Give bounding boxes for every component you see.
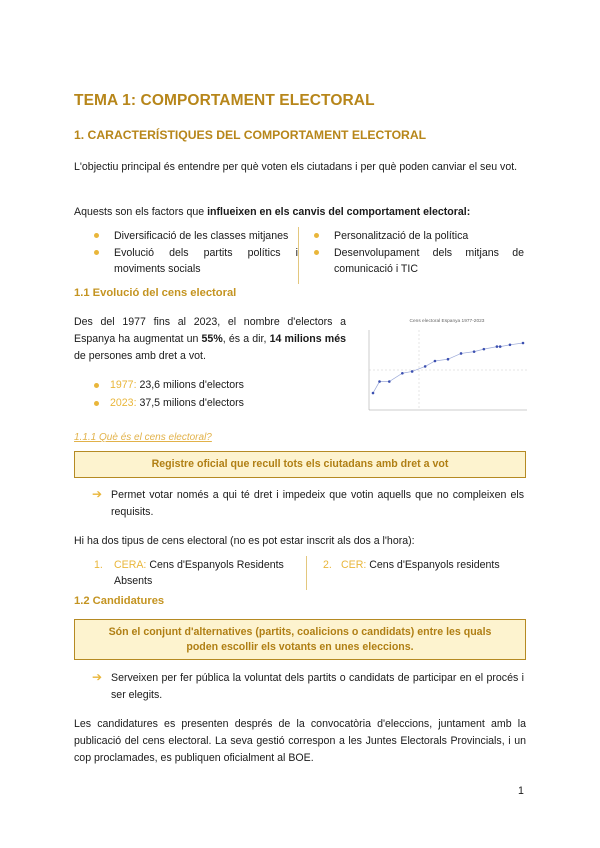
bullet-icon [94,233,99,238]
column-divider [306,556,307,590]
definition-text: Registre oficial que recull tots els ciutadans amb dret a vot [151,458,449,470]
type-abbr: CER: [341,559,367,571]
data-point [447,358,450,361]
section-1-heading: 1. CARACTERÍSTIQUES DEL COMPORTAMENT ELECTORAL [74,128,427,142]
census-text: de persones amb dret a vot. [74,350,206,362]
data-point [509,344,512,347]
data-point [483,348,486,351]
data-point [401,372,404,375]
bullet-icon [94,401,99,406]
bullet-icon [314,250,319,255]
data-point [378,380,381,383]
census-list [94,377,314,413]
page-title: TEMA 1: COMPORTAMENT ELECTORAL [74,92,375,109]
census-percent: 55% [201,333,223,345]
arrow-right-icon: ➔ [92,487,103,501]
factors-list-left [94,228,299,280]
data-point [434,360,437,363]
list-item [110,377,244,393]
year-label: 2023: [110,397,137,409]
definition-box [74,451,526,478]
types-lead: Hi ha dos tipus de cens electoral (no es pot estar inscrit als dos a l'hora): [74,535,415,547]
bullet-icon [94,383,99,388]
list-item: Evolució dels partits polítics i moviments socials [114,247,298,275]
list-item: Personalització de la política [334,230,469,242]
section-1-1-heading: 1.1 Evolució del cens electoral [74,287,237,299]
census-text: , és a dir, [222,333,270,345]
data-point [388,380,391,383]
type-text: Cens d'Espanyols Residents Absents [114,559,284,587]
type-text: Cens d'Espanyols residents [366,559,500,571]
data-point [424,365,427,368]
year-label: 1977: [110,379,137,391]
data-point [496,345,499,348]
census-text: Des del 1977 fins al 2023, el nombre d'electors a Espanya ha augmentat un [74,316,346,345]
factors-lead [74,204,534,221]
type-item-2 [323,557,528,573]
factors-lead-bold: influeixen en els canvis del comportament electoral: [207,206,471,218]
data-point [499,345,502,348]
value-text: 37,5 milions d'electors [136,397,244,409]
subsection-link[interactable]: 1.1.1 Què és el cens electoral? [74,432,212,443]
intro-paragraph: L'objectiu principal és entendre per què voten els ciutadans i per què poden canviar el seu vot. [74,161,518,173]
census-chart [355,312,533,418]
list-item: Diversificació de les classes mitjanes [114,230,289,242]
value-text: 23,6 milions d'electors [136,379,244,391]
list-number: 1. [94,559,103,571]
bullet-icon [94,250,99,255]
list-item [110,395,244,411]
list-item: Desenvolupament dels mitjans de comunicació i TIC [334,247,524,275]
arrow-right-icon: ➔ [92,670,103,684]
column-divider [298,227,299,284]
census-note: Permet votar només a qui té dret i impedeix que votin aquells que no compleixen els requisits. [111,489,524,518]
census-millions: 14 milions més [269,333,346,345]
data-point [460,352,463,355]
type-item-1 [94,557,306,591]
factors-lead-text: Aquests son els factors que [74,206,208,218]
data-point [473,350,476,353]
definition-text: Són el conjunt d'alternatives (partits, coalicions o candidats) entre les quals poden escollir els votants en unes eleccions. [108,626,492,653]
series-line [373,343,523,393]
data-point [411,370,414,373]
data-point [372,392,375,395]
list-number: 2. [323,559,332,571]
census-paragraph [74,314,346,365]
type-abbr: CERA: [114,559,147,571]
factors-list-right [314,228,524,280]
page-number: 1 [518,785,524,797]
section-1-2-heading: 1.2 Candidatures [74,595,165,607]
chart-title: Cens electoral Espanya 1977-2023 [409,319,485,324]
definition-box [74,619,526,660]
candidatures-note: Serveixen per fer pública la voluntat dels partits o candidats de participar en el procés i ser elegits. [111,672,524,701]
data-point [522,342,525,345]
bullet-icon [314,233,319,238]
closing-paragraph: Les candidatures es presenten després de la convocatòria d'eleccions, juntament amb la publicació del cens electoral. La seva gestió correspon a les Juntes Electorals Provincials, i un cop proclamades, es publiquen oficialment al BOE. [74,718,526,764]
